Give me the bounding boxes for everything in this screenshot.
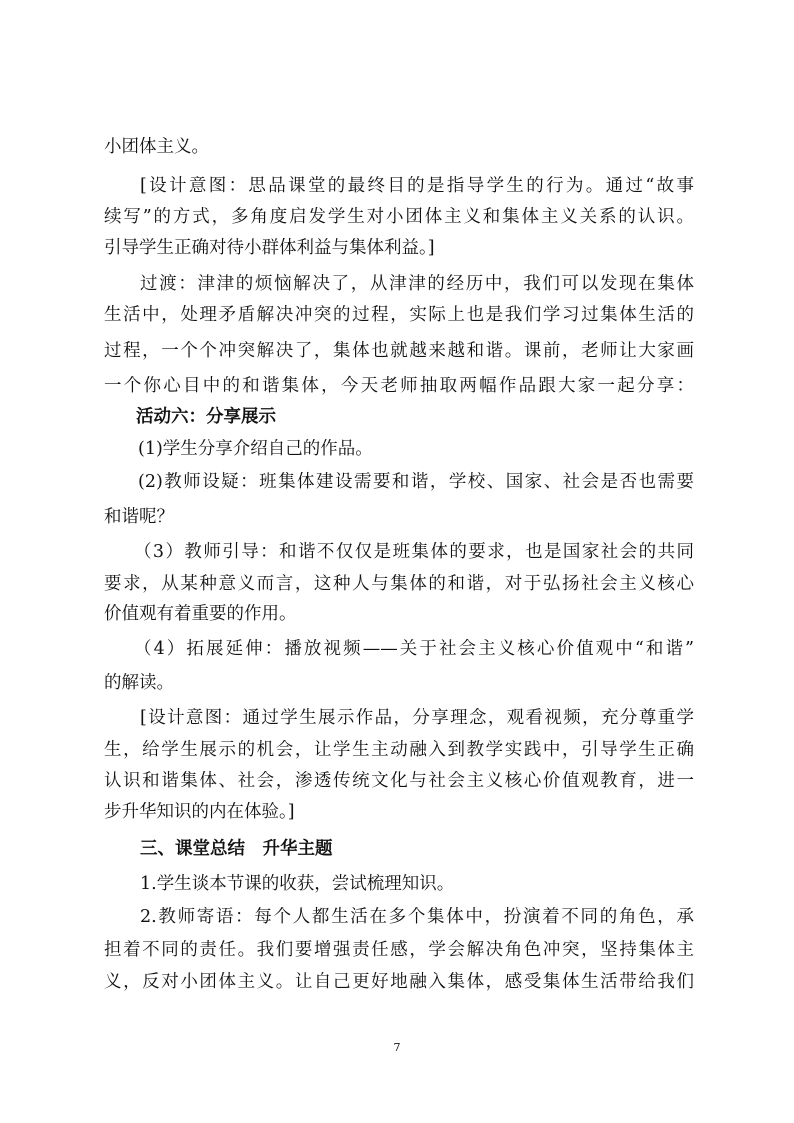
body-line: 续写”的方式，多角度启发学生对小团体主义和集体主义关系的认识。 (104, 207, 694, 227)
activity-heading: 活动六：分享展示 (136, 407, 276, 427)
body-line: 和谐呢？ (104, 507, 174, 527)
list-item: （3）教师引导：和谐不仅仅是班集体的要求，也是国家社会的共同 (134, 542, 694, 562)
section-heading: 三、课堂总结 升华主题 (140, 839, 333, 859)
body-line: 担着不同的责任。我们要增强责任感，学会解决角色冲突，坚持集体主 (104, 940, 694, 960)
list-item: (2)教师设疑：班集体建设需要和谐，学校、国家、社会是否也需要 (138, 472, 694, 492)
design-intent-line: [设计意图：思品课堂的最终目的是指导学生的行为。通过“故事 (140, 176, 694, 196)
page-number: 7 (393, 1041, 401, 1054)
body-line: 要求，从某种意义而言，这种人与集体的和谐，对于弘扬社会主义核心 (104, 574, 694, 594)
body-line: 生，给学生展示的机会，让学生主动融入到教学实践中，引导学生正确 (104, 740, 694, 760)
body-line: 小团体主义。 (104, 137, 209, 157)
list-item: (1)学生分享介绍自己的作品。 (138, 439, 373, 459)
list-item: （4）拓展延伸：播放视频——关于社会主义核心价值观中“和谐” (134, 639, 694, 659)
body-line: 生活中，处理矛盾解决冲突的过程，实际上也是我们学习过集体生活的 (104, 305, 694, 325)
body-line: 认识和谐集体、社会，渗透传统文化与社会主义核心价值观教育，进一 (104, 771, 694, 791)
list-item: 2.教师寄语：每个人都生活在多个集体中，扮演着不同的角色，承 (140, 907, 694, 927)
body-line: 价值观有着重要的作用。 (104, 604, 297, 624)
transition-line: 过渡：津津的烦恼解决了，从津津的经历中，我们可以发现在集体 (140, 274, 694, 294)
body-line: 过程，一个个冲突解决了，集体也就越来越和谐。课前，老师让大家画 (104, 341, 694, 361)
design-intent-line: [设计意图：通过学生展示作品，分享理念，观看视频，充分尊重学 (140, 708, 694, 728)
body-line: 引导学生正确对待小群体利益与集体利益。] (104, 238, 435, 258)
body-line: 步升华知识的内在体验。] (104, 802, 295, 822)
list-item: 1.学生谈本节课的收获，尝试梳理知识。 (140, 874, 455, 894)
body-line: 一个你心目中的和谐集体，今天老师抽取两幅作品跟大家一起分享： (104, 376, 694, 396)
body-line: 义，反对小团体主义。让自己更好地融入集体，感受集体生活带给我们 (104, 972, 694, 992)
body-line: 的解读。 (104, 673, 174, 693)
